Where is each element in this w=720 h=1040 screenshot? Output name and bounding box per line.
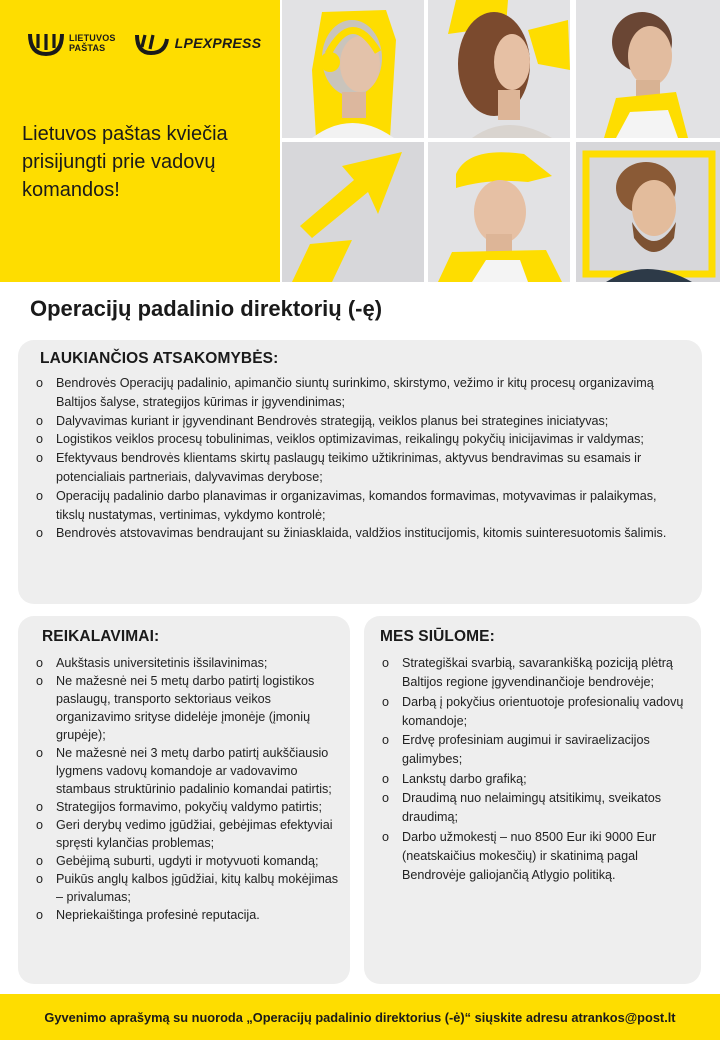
- list-item: o Strategiškai svarbią, savarankišką poziciją plėtrą Baltijos regione įgyvendinančioje bendrovėje;: [380, 654, 691, 693]
- list-item: o Operacijų padalinio darbo planavimas ir organizavimas, komandos formavimas, motyvavimas ir palaikymas, tikslų nustatymas, vertinimas, vykdymo kontrolė;: [34, 487, 688, 525]
- responsibilities-list: [34, 374, 688, 543]
- job-title: Operacijų padalinio direktorių (-ę): [30, 296, 383, 321]
- offer-card: [364, 616, 701, 984]
- photo-arrow-graphic: [282, 142, 424, 282]
- list-item: o Bendrovės atstovavimas bendraujant su žiniasklaida, valdžios institucijomis, kitomis suinteresuotomis šalimis.: [34, 524, 688, 543]
- list-item: o Nepriekaištinga profesinė reputacija.: [34, 906, 342, 924]
- list-item: o Erdvę profesiniam augimui ir saviraelizacijos galimybes;: [380, 731, 691, 770]
- requirements-card: [18, 616, 350, 984]
- requirements-heading: REIKALAVIMAI:: [42, 628, 160, 645]
- list-item: o Strategijos formavimo, pokyčių valdymo patirtis;: [34, 798, 342, 816]
- list-item: o Bendrovės Operacijų padalinio, apimančio siuntų surinkimo, skirstymo, vežimo ir kitų procesų organizavimą Baltijos šalyse, strategijos kūrimas ir įgyvendinimas;: [34, 374, 688, 412]
- offer-list: [380, 654, 691, 886]
- hero-banner: [0, 0, 720, 282]
- photo-man-short-hair: [576, 0, 720, 138]
- list-item: o Draudimą nuo nelaimingų atsitikimų, sveikatos draudimą;: [380, 789, 691, 828]
- photo-bearded-man: [576, 142, 720, 282]
- responsibilities-heading: LAUKIANČIOS ATSAKOMYBĖS:: [40, 350, 279, 367]
- hero-tagline: Lietuvos paštas kviečia prisijungti prie vadovų komandos!: [22, 123, 228, 201]
- offer-heading: MES SIŪLOME:: [380, 628, 495, 645]
- lietuvos-pastas-logo-icon: [28, 30, 64, 56]
- list-item: o Aukštasis universitetinis išsilavinimas;: [34, 654, 342, 672]
- list-item: o Dalyvavimas kuriant ir įgyvendinant Bendrovės strategiją, veiklos planus bei strategines iniciatyvas;: [34, 412, 688, 431]
- photo-man-yellow-cap: [428, 142, 570, 282]
- list-item: o Darbo užmokestį – nuo 8500 Eur iki 9000 Eur (neatskaičius mokesčių) ir skatinimą pagal Bendrovėje galiojančią Atlygio politiką.: [380, 828, 691, 886]
- list-item: o Efektyvaus bendrovės klientams skirtų paslaugų teikimo užtikrinimas, aktyvus bendravimas su esamais ir potencialiais partneriais, dalyvavimas derybose;: [34, 449, 688, 487]
- photo-woman-curly-hair: [428, 0, 570, 138]
- photo-grid: [280, 0, 720, 282]
- list-item: o Darbą į pokyčius orientuotoje profesionalių vadovų komandoje;: [380, 693, 691, 732]
- lpexpress-logo-icon: [134, 30, 170, 56]
- list-item: o Logistikos veiklos procesų tobulinimas, veiklos optimizavimas, reikalingų pokyčių inicijavimas ir valdymas;: [34, 430, 688, 449]
- responsibilities-card: [18, 340, 702, 604]
- hero-yellow-panel: [0, 0, 280, 282]
- lietuvos-pastas-logo: [28, 30, 116, 56]
- list-item: o Geri derybų vedimo įgūdžiai, gebėjimas efektyviai spręsti kylančias problemas;: [34, 816, 342, 852]
- requirements-list: [34, 654, 342, 924]
- logo-lp-line2: PAŠTAS: [69, 43, 106, 53]
- photo-woman-headphones: [282, 0, 424, 138]
- list-item: o Gebėjimą suburti, ugdyti ir motyvuoti komandą;: [34, 852, 342, 870]
- list-item: o Ne mažesnė nei 3 metų darbo patirtį aukščiausio lygmens vadovų komandoje ar vadovavimo stambaus struktūrinio padalinio komandai patirtis;: [34, 744, 342, 798]
- list-item: o Lankstų darbo grafiką;: [380, 770, 691, 789]
- logo-lp-line1: LIETUVOS: [69, 33, 116, 43]
- logo-lpx-text: LPEXPRESS: [174, 35, 262, 51]
- lpexpress-logo: [134, 30, 262, 56]
- application-instructions: Gyvenimo aprašymą su nuoroda „Operacijų padalinio direktorius (-ė)“ siųskite adresu atrankos@post.lt: [44, 1009, 676, 1025]
- application-footer: [0, 994, 720, 1040]
- list-item: o Ne mažesnė nei 5 metų darbo patirtį logistikos paslaugų, transporto sektoriaus veikos organizavimo srityse didelėje įmonėje (įmonių grupėje);: [34, 672, 342, 744]
- list-item: o Puikūs anglų kalbos įgūdžiai, kitų kalbų mokėjimas – privalumas;: [34, 870, 342, 906]
- logo-row: [28, 30, 261, 56]
